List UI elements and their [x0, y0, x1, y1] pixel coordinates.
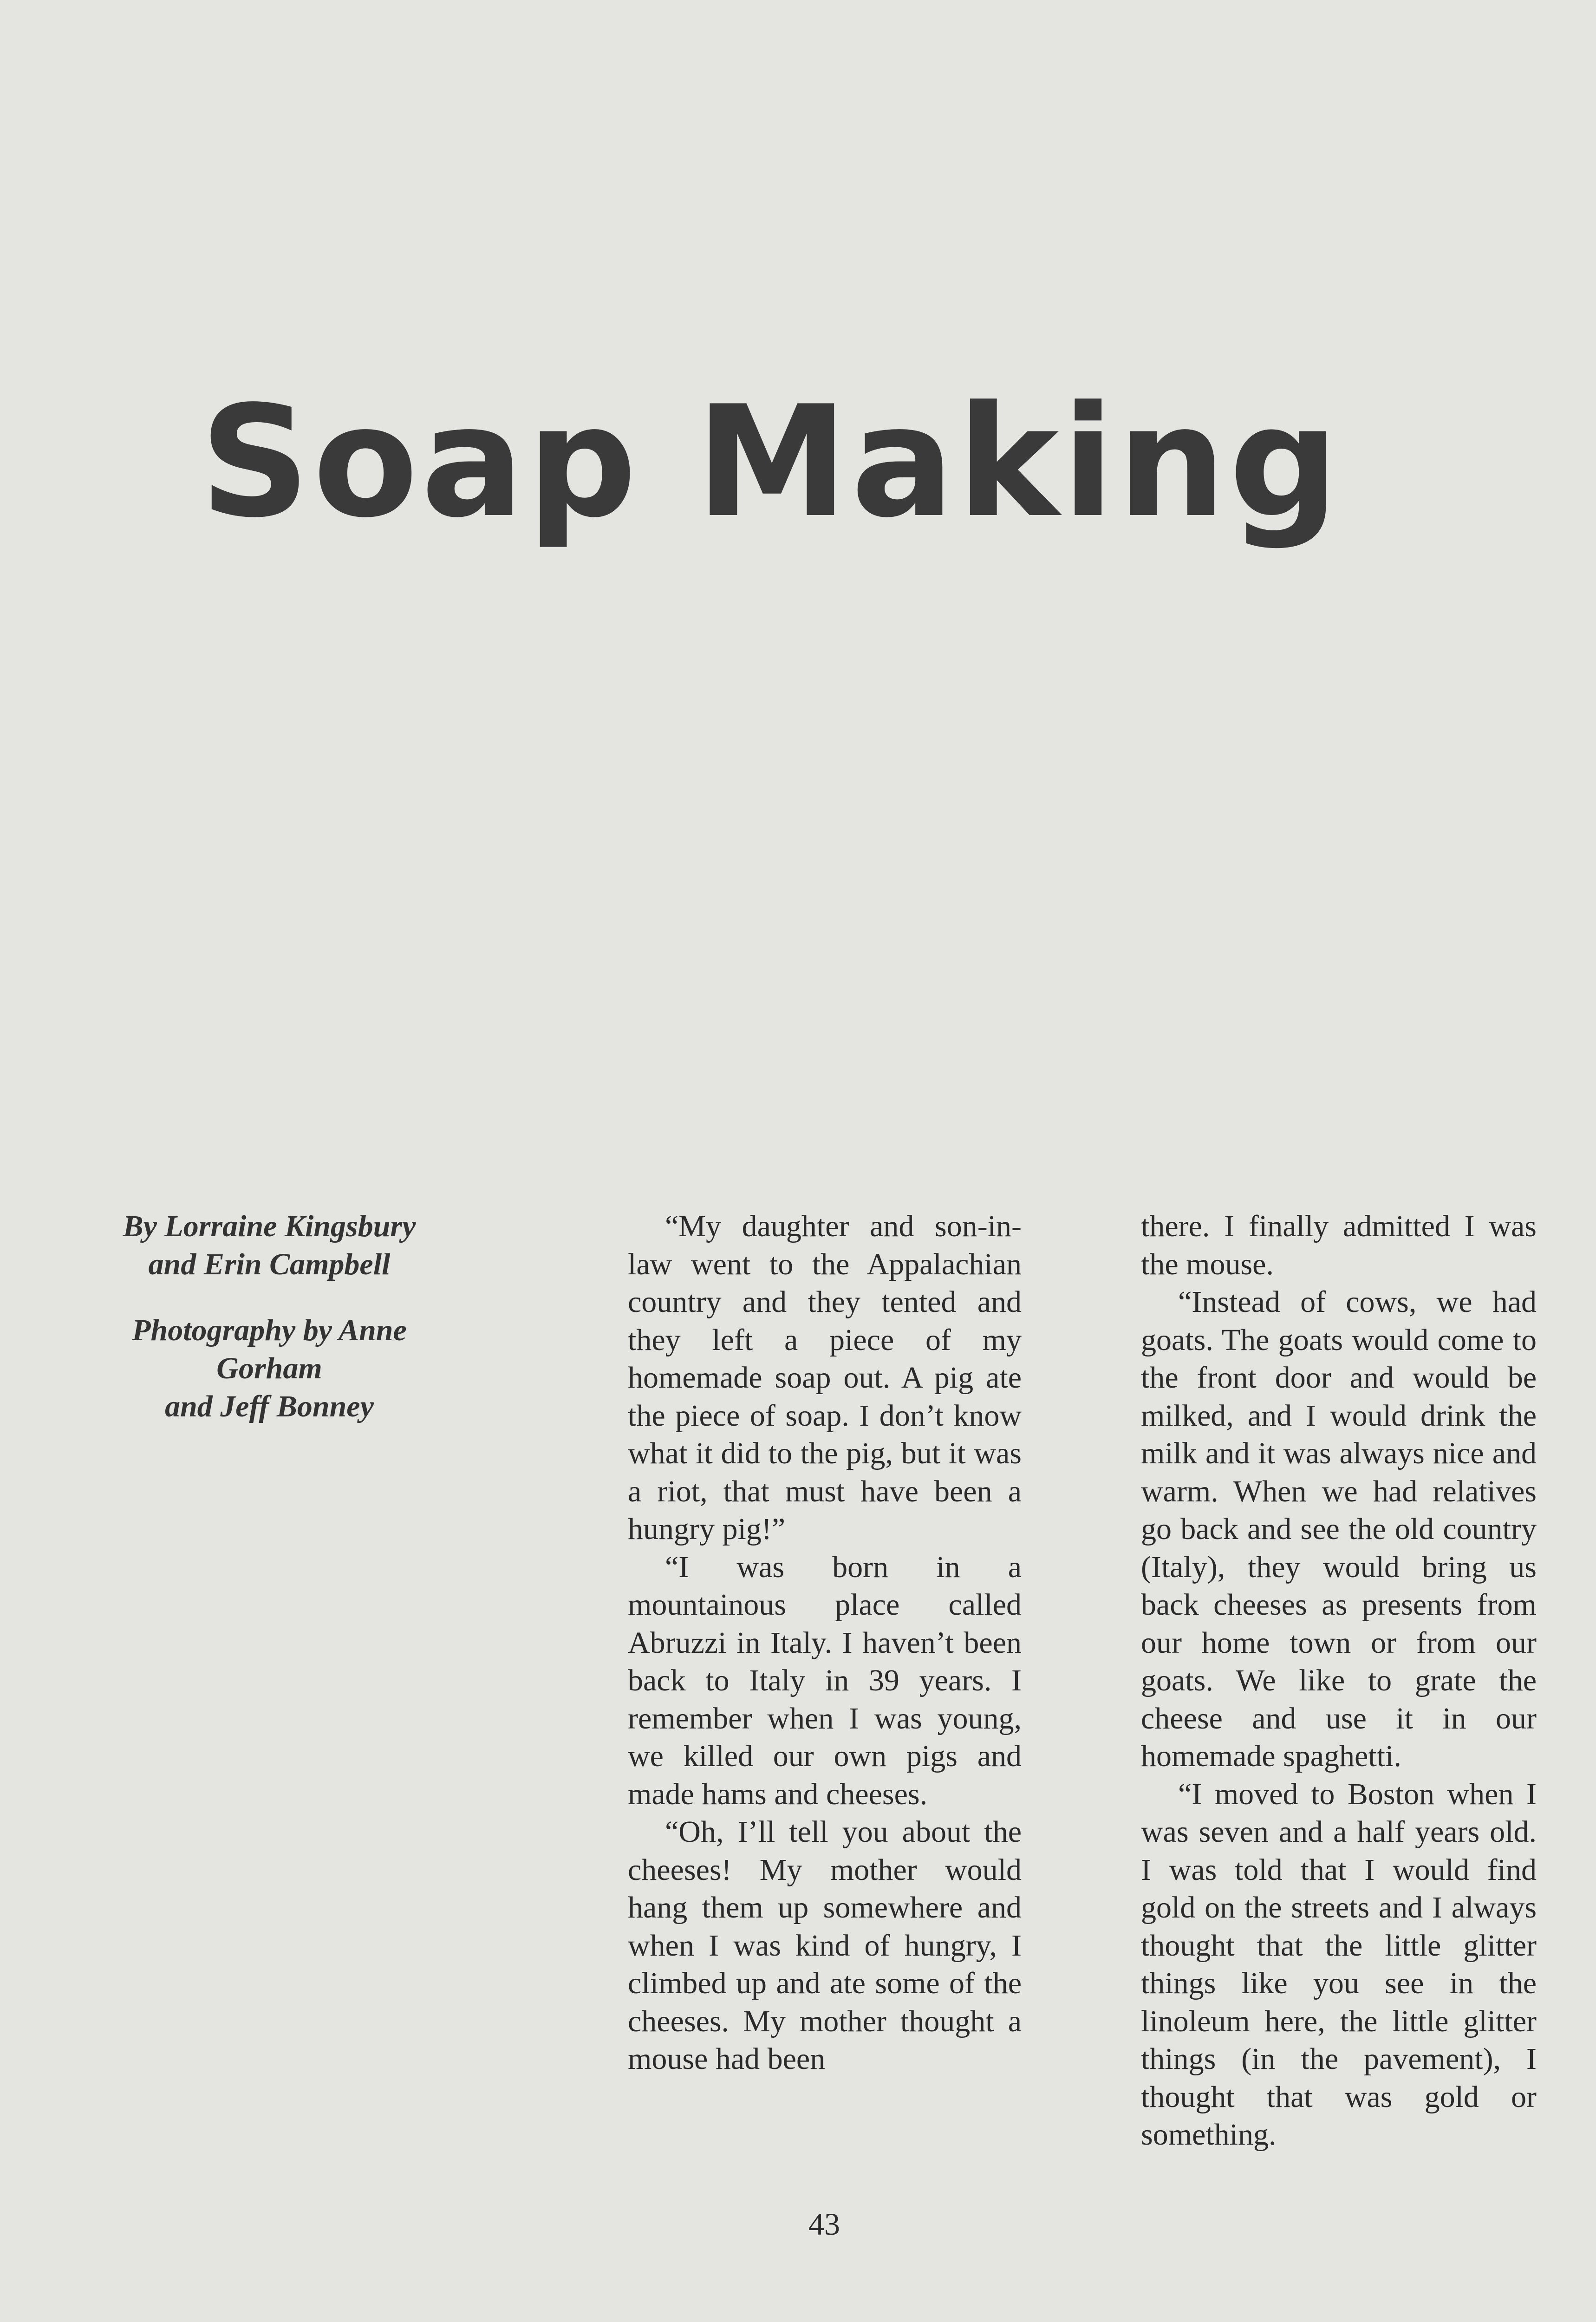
body-column-1 [628, 1207, 1022, 2078]
paragraph: “Instead of cows, we had goats. The goats would come to the front door and would be milked, and I would drink the milk and it was always nice and warm. When we had relatives go back and see the old country (Italy), they would bring us back cheeses as presents from our home town or from our goats. We like to grate the cheese and use it in our homemade spaghetti. [1141, 1285, 1537, 1773]
article-title: Soap Making [200, 373, 1342, 551]
authors-line-1: By Lorraine Kingsbury [123, 1209, 416, 1243]
photography-credit [74, 1311, 464, 1426]
authors-line-2: and Erin Campbell [148, 1247, 391, 1281]
photo-line-3: and Jeff Bonney [165, 1389, 374, 1423]
paragraph: there. I finally admitted I was the mouse. [1141, 1209, 1537, 1281]
photo-line-2: Gorham [216, 1351, 322, 1385]
authors-credit [74, 1207, 464, 1284]
photo-line-1: Photography by Anne [132, 1313, 407, 1347]
body-column-2 [1141, 1207, 1537, 2154]
paragraph: “I was born in a mountainous place called Abruzzi in Italy. I haven’t been back to Italy in 39 years. I remember when I was young, we killed our own pigs and made hams and cheeses. [628, 1550, 1022, 1811]
paragraph: “My daughter and son-in-law went to the Appalachian country and they tented and they left a piece of my homemade soap out. A pig ate the piece of soap. I don’t know what it did to the pig, but it was a riot, that must have been a hungry pig!” [628, 1209, 1022, 1546]
paragraph: “Oh, I’ll tell you about the cheeses! My mother would hang them up somewhere and when I was kind of hungry, I climbed up and ate some of the cheeses. My mother thought a mouse had been [628, 1815, 1022, 2076]
page-number: 43 [808, 2206, 840, 2242]
paragraph: “I moved to Boston when I was seven and a half years old. I was told that I would find gold on the streets and I always thought that the little glitter things like you see in the linoleum here, the little glitter things (in the pavement), I thought that was gold or something. [1141, 1777, 1537, 2152]
byline [74, 1207, 464, 1454]
